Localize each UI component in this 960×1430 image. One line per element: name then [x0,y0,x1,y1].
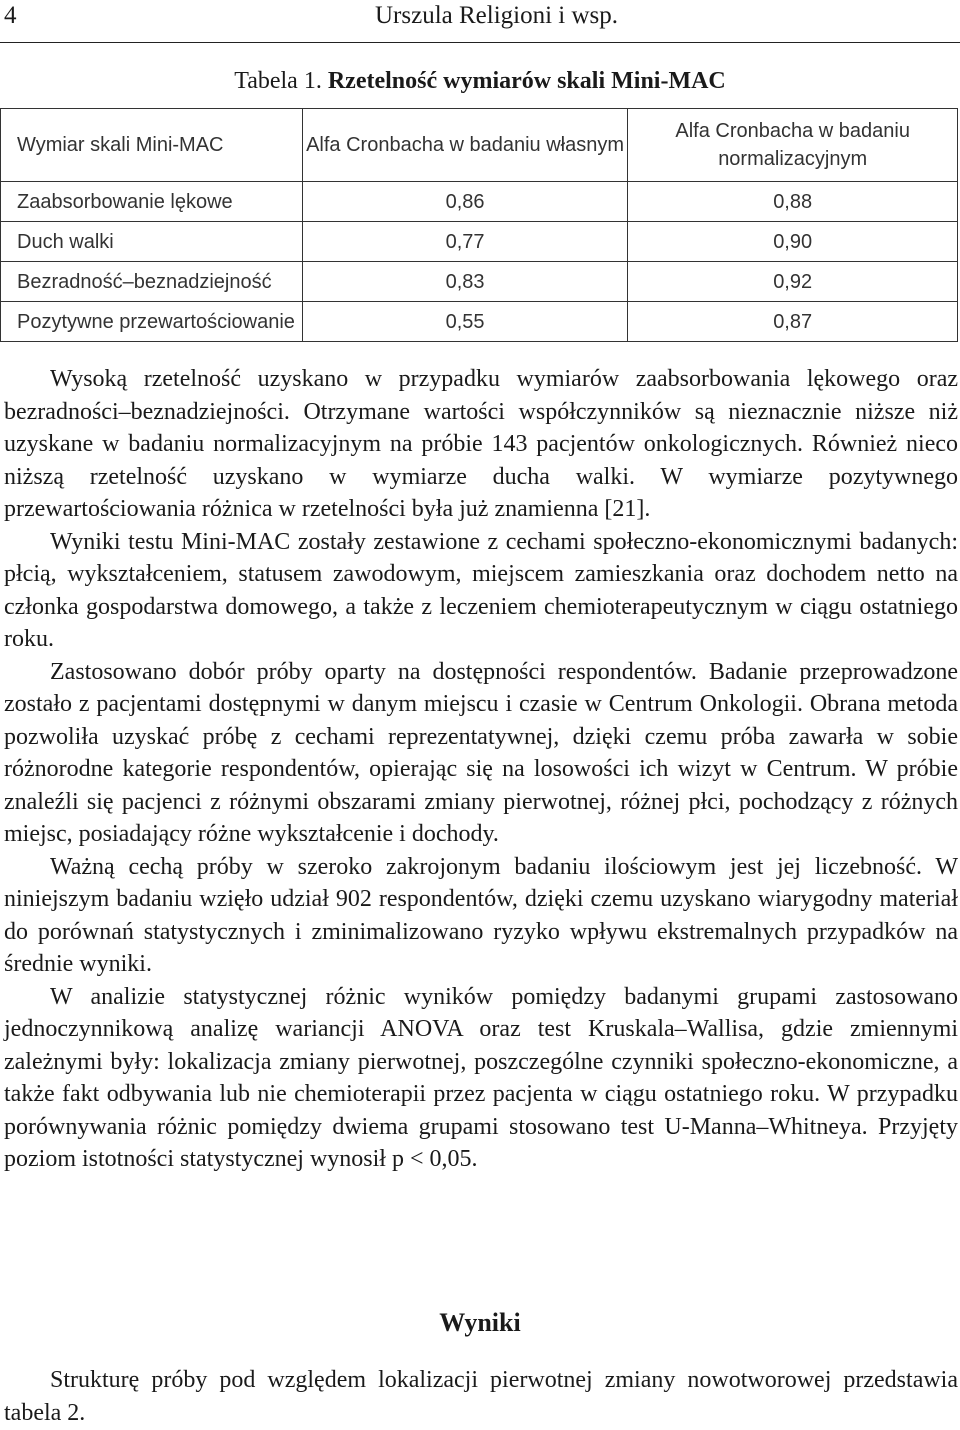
own-study-value: 0,86 [302,182,628,222]
paragraph-sociodemographics: Wyniki testu Mini-MAC zostały zestawione z cechami społeczno-ekonomicznymi badanych: płcią, wykształceniem, statusem zawodowym, miejscem zamieszkania oraz dochodem netto na członka gospodarstwa domowego, a także z leczeniem chemioterapeutycznym w ciągu ostatniego roku. [4,528,958,652]
reliability-table [0,108,958,342]
own-study-value: 0,83 [302,262,628,302]
normative-value: 0,90 [628,222,958,262]
row-label: Duch walki [1,222,303,262]
paragraph-sampling: Zastosowano dobór próby oparty na dostępności respondentów. Badanie przeprowadzone zostało z pacjentami dostępnymi w danym miejscu i czasie w Centrum Onkologii. Obrana metoda pozwoliła uzyskać próbę z cechami reprezentatywnej, dzięki czemu próba zawarła w sobie różnorodne kategorie respondentów, opierając się na losowości ich wizyt w Centrum. W próbie znaleźli się pacjenci z różnymi obszarami zmiany pierwotnej, różnej płci, pochodzący z różnych miejsc, posiadający różne wykształcenie i dochody. [4,658,958,847]
paragraph-sample-size: Ważną cechą próby w szeroko zakrojonym badaniu ilościowym jest jej liczebność. W niniejszym badaniu wzięło udział 902 respondentów, dzięki czemu uzyskano wiarygodny materiał do porównań statystycznych i zminimalizowano ryzyko wpływu ekstremalnych przypadków na średnie wyniki. [4,853,958,977]
row-label: Zaabsorbowanie lękowe [1,182,303,222]
paragraph-reliability: Wysoką rzetelność uzyskano w przypadku wymiarów zaabsorbowania lękowego oraz bezradności–beznadziejności. Otrzymane wartości współczynników są nieznacznie niższe niż uzyskane w badaniu normalizacyjnym na próbie 143 pacjentów onkologicznych. Również nieco niższą rzetelność uzyskano w wymiarze ducha walki. W wymiarze pozytywnego przewartościowania różnica w rzetelności była już znamienna [21]. [4,366,958,522]
table-row [1,302,958,342]
row-label: Bezradność–beznadziejność [1,262,303,302]
section-heading-results: Wyniki [439,1308,521,1337]
page-number: 4 [4,2,17,29]
table-header-row [1,109,958,182]
column-header-dimension: Wymiar skali Mini-MAC [1,109,303,182]
table-caption-title: Rzetelność wymiarów skali Mini-MAC [327,68,726,94]
normative-value: 0,88 [628,182,958,222]
body-text [4,363,958,1176]
table-caption-label: Tabela 1. [234,68,322,94]
paragraph-statistics: W analizie statystycznej różnic wyników pomiędzy badanymi grupami zastosowano jednoczynnikową analizę wariancji ANOVA oraz test Kruskala–Wallisa, gdzie zmiennymi zależnymi były: lokalizacja zmiany pierwotnej, poszczególne czynniki społeczno-ekonomiczne, a także fakt odbywania lub nie chemioterapii przez pacjenta w ciągu ostatniego roku. W przypadku porównywania różnic pomiędzy dwiema grupami stosowano test U-Manna–Whitneya. Przyjęty poziom istotności statystycznej wynosił p < 0,05. [4,983,958,1172]
normative-value: 0,92 [628,262,958,302]
table-caption [0,68,960,95]
table-row [1,222,958,262]
table-row [1,262,958,302]
column-header-own-study: Alfa Cronbacha w badaniu własnym [302,109,628,182]
column-header-normative-study: Alfa Cronbacha w badaniu normalizacyjnym [628,109,958,182]
normative-value: 0,87 [628,302,958,342]
own-study-value: 0,55 [302,302,628,342]
paragraph-results-intro: Strukturę próby pod względem lokalizacji pierwotnej zmiany nowotworowej przedstawia tabela 2. [4,1367,958,1426]
page-header [0,0,960,43]
results-text [4,1364,958,1429]
running-head: Urszula Religioni i wsp. [375,2,619,29]
row-label: Pozytywne przewartościowanie [1,302,303,342]
own-study-value: 0,77 [302,222,628,262]
table-row [1,182,958,222]
